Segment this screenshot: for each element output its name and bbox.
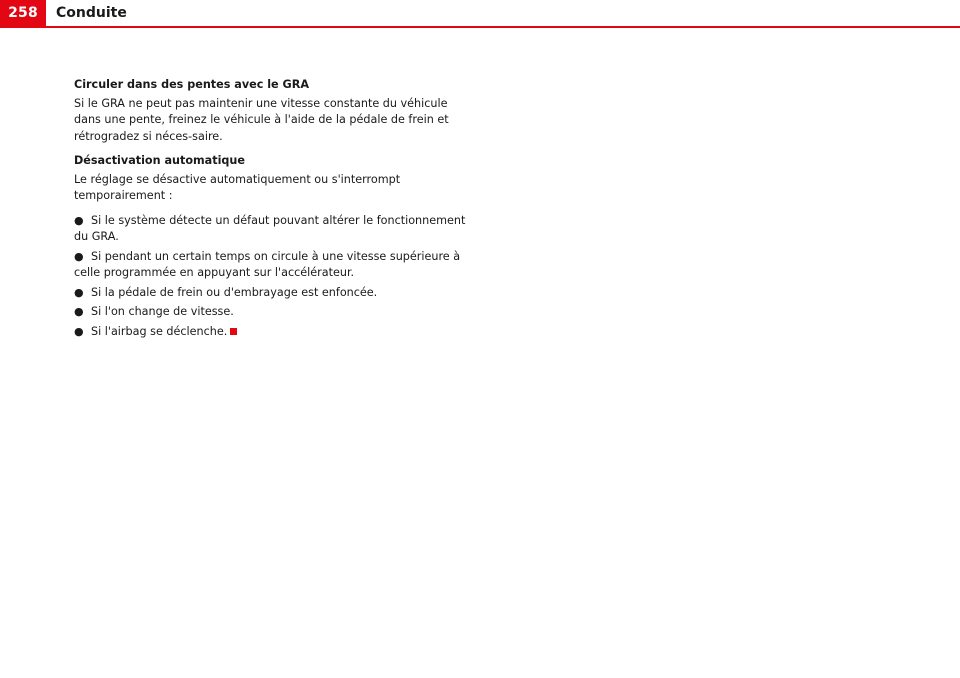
section-auto-deactivation	[74, 153, 474, 205]
bullet-icon: ●	[74, 213, 84, 227]
bullet-icon: ●	[74, 324, 84, 338]
page-number-badge: 258	[0, 0, 46, 26]
section-heading: Désactivation automatique	[74, 154, 245, 167]
bullet-icon: ●	[74, 249, 84, 263]
chapter-title: Conduite	[56, 5, 127, 21]
list-item-text: Si le système détecte un défaut pouvant altérer le fonctionnement du GRA.	[74, 213, 466, 243]
list-item-text: Si l'on change de vitesse.	[91, 305, 234, 318]
page-content	[74, 77, 474, 343]
deactivation-conditions-list	[74, 213, 474, 341]
list-item	[74, 249, 474, 282]
list-item	[74, 213, 474, 246]
red-square-end-icon	[230, 328, 237, 335]
list-item-text: Si la pédale de frein ou d'embrayage est enfoncée.	[91, 285, 378, 299]
list-item	[74, 324, 474, 341]
list-item-text: Si l'airbag se déclenche.	[91, 324, 228, 338]
section-gra-slopes	[74, 77, 474, 145]
section-body: Si le GRA ne peut pas maintenir une vitesse constante du véhicule dans une pente, freinez le véhicule à l'aide de la pédale de frein et rétrogradez si néces-saire.	[74, 96, 449, 143]
section-body: Le réglage se désactive automatiquement ou s'interrompt temporairement :	[74, 172, 401, 202]
header-divider	[0, 26, 960, 28]
section-heading: Circuler dans des pentes avec le GRA	[74, 78, 309, 91]
list-item	[74, 285, 474, 302]
list-item-text: Si pendant un certain temps on circule à une vitesse supérieure à celle programmée en appuyant sur l'accélérateur.	[74, 249, 461, 279]
bullet-icon: ●	[74, 305, 84, 318]
page-header	[0, 0, 960, 28]
bullet-icon: ●	[74, 285, 84, 299]
list-item	[74, 304, 474, 321]
